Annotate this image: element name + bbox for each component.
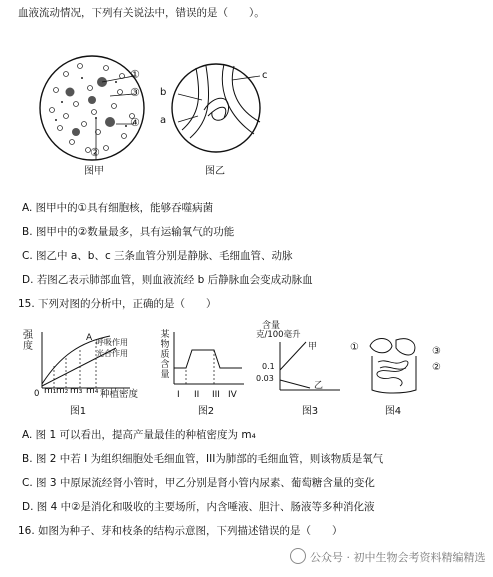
fig2-tick-1: I — [177, 390, 180, 400]
fig1-tick-0: 0 — [34, 389, 40, 399]
fig3-series-yi: 乙 — [314, 381, 324, 391]
fig4-label-1: ① — [350, 342, 359, 353]
fig1-caption: 图1 — [69, 406, 87, 417]
question-intro: 血液流动情况，下列有关说法中，错误的是（ ）。 — [18, 7, 265, 19]
fig3-yunit: 克/100毫升 — [256, 330, 301, 340]
fig4-label-3: ③ — [432, 346, 441, 357]
q15-option-d: D. 图 4 中②是消化和吸收的主要场所，内含唾液、胆汁、肠液等多种消化液 — [22, 501, 375, 513]
fig1-tick-m4: m₄ — [86, 386, 99, 396]
question-16: 16. 如图为种子、芽和枝条的结构示意图，下列描述错误的是（ ） — [18, 525, 343, 537]
yi-label-b: b — [160, 87, 167, 98]
fig3-series-jia: 甲 — [308, 342, 318, 352]
jia-label-3: ③ — [130, 86, 140, 99]
fig1-xlabel: 种植密度 — [100, 389, 139, 400]
fig2-tick-4: IV — [228, 390, 237, 400]
fig1-tick-m1: m₁ — [44, 386, 57, 396]
fig1-ylabel: 强 度 — [23, 330, 33, 352]
jia-label-1: ① — [130, 68, 140, 81]
fig4-label-2: ② — [432, 362, 441, 373]
figure-3-chart — [270, 340, 344, 396]
fig4-caption: 图4 — [384, 406, 402, 417]
fig1-label-photosynthesis: 光合作用 — [96, 349, 128, 358]
fig1-tick-m2: m₂ — [56, 386, 69, 396]
fig1-label-a: A — [86, 333, 93, 343]
fig2-caption: 图2 — [197, 406, 215, 417]
q14-option-b: B. 图甲中的②数量最多，具有运输氧气的功能 — [22, 226, 235, 238]
figure-2-chart — [168, 328, 248, 392]
fig2-tick-2: II — [194, 390, 200, 400]
fig1-label-respiration: 呼吸作用 — [96, 338, 128, 347]
yi-label-c: c — [262, 70, 268, 81]
figure-yi-caption: 图乙 — [205, 166, 225, 177]
q14-option-d: D. 若图乙表示肺部血管，则血液流经 b 后静脉血会变成动脉血 — [22, 274, 313, 286]
fig3-ytick-003: 0.03 — [256, 374, 274, 383]
watermark-text: 公众号 · 初中生物会考资料精编精选 — [310, 551, 486, 564]
q15-option-c: C. 图 3 中原尿流经肾小管时，甲乙分别是肾小管内尿素、葡萄糖含量的变化 — [22, 477, 375, 489]
q15-option-b: B. 图 2 中若 I 为组织细胞处毛细血管，III为肺部的毛细血管，则该物质是氧气 — [22, 453, 384, 465]
fig3-ytick-01: 0.1 — [262, 362, 275, 371]
fig2-tick-3: III — [212, 390, 220, 400]
figure-4-digestive — [360, 332, 430, 398]
figure-yi-vessels — [168, 60, 264, 156]
fig2-ylabel: 某物质含量 — [160, 330, 170, 380]
fig1-tick-m3: m₃ — [70, 386, 83, 396]
fig3-ylabel: 含量 — [262, 321, 281, 331]
question-15: 15. 下列对图的分析中，正确的是（ ） — [18, 298, 217, 310]
jia-label-2: ② — [90, 146, 100, 159]
watermark — [290, 548, 486, 565]
q15-option-a: A. 图 1 可以看出，提高产量最佳的种植密度为 m₄ — [22, 429, 256, 441]
q14-option-a: A. 图甲中的①具有细胞核，能够吞噬病菌 — [22, 202, 214, 214]
fig3-caption: 图3 — [301, 406, 319, 417]
jia-label-4: ④ — [130, 116, 140, 129]
figure-jia-caption: 图甲 — [84, 166, 104, 177]
q14-option-c: C. 图乙中 a、b、c 三条血管分别是静脉、毛细血管、动脉 — [22, 250, 293, 262]
yi-label-a: a — [160, 115, 167, 126]
wechat-official-account-icon — [290, 548, 306, 564]
